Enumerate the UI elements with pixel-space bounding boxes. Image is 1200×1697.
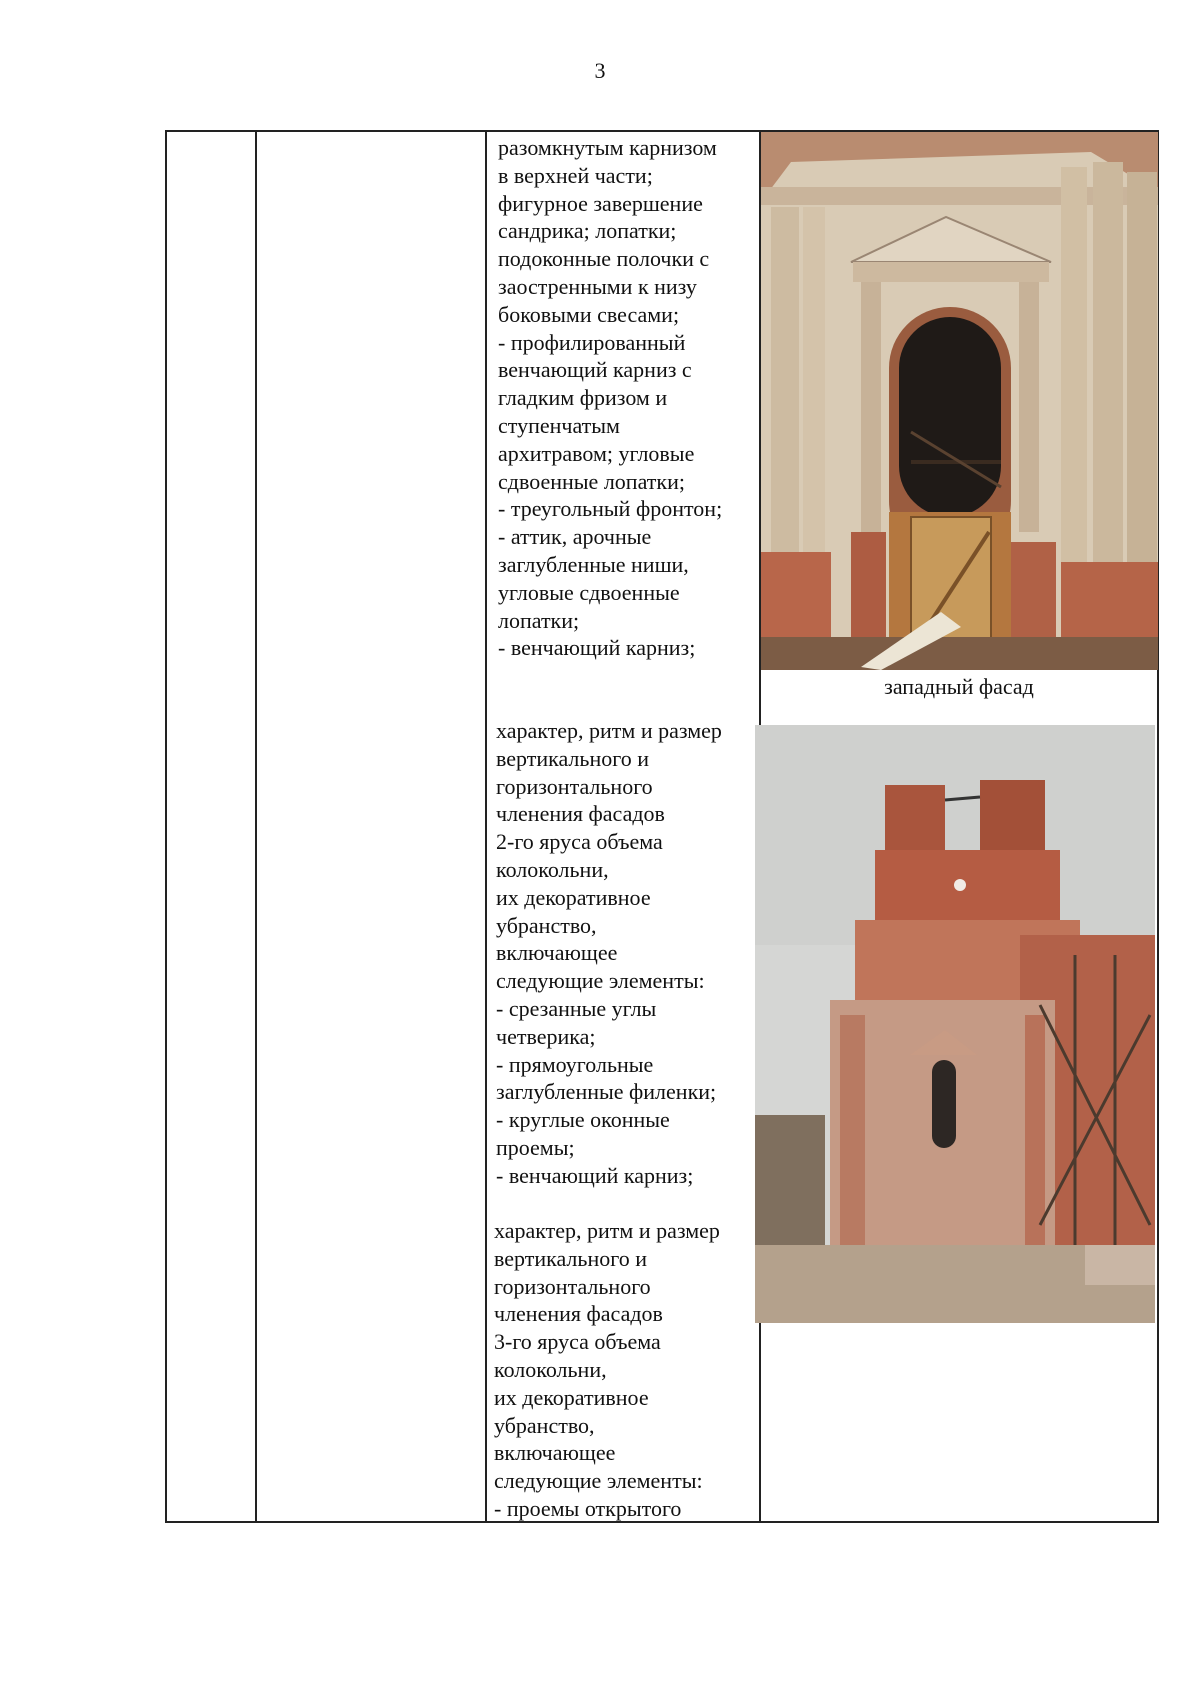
west-facade-photo (761, 132, 1158, 670)
page-number: 3 (594, 58, 606, 83)
column-divider-1 (255, 130, 257, 1522)
table-left-border (165, 130, 167, 1522)
description-block-2: характер, ритм и размер вертикального и горизонтального членения фасадов 2-го яруса объема колокольни, их декоративное убранство, включающее следующие элементы: - срезанные углы четверика; - прямоугольные заглубленные филенки; - круглые оконные проемы; - венчающий карниз; (496, 718, 722, 1188)
bell-tower-photo (755, 725, 1155, 1323)
column-divider-2 (485, 130, 487, 1522)
description-block-1: разомкнутым карнизом в верхней части; фигурное завершение сандрика; лопатки; подоконные полочки с заостренными к низу боковыми свесами; - профилированный венчающий карниз с гладким фризом и ступенчатым архитравом; угловые сдвоенные лопатки; - треугольный фронтон; - аттик, арочные заглубленные ниши, угловые сдвоенные лопатки; - венчающий карниз; (498, 135, 723, 661)
west-facade-caption: западный фасад (884, 674, 1034, 699)
description-block-3: характер, ритм и размер вертикального и горизонтального членения фасадов 3-го яруса объема колокольни, их декоративное убранство, включающее следующие элементы: - проемы открытого (494, 1218, 720, 1521)
